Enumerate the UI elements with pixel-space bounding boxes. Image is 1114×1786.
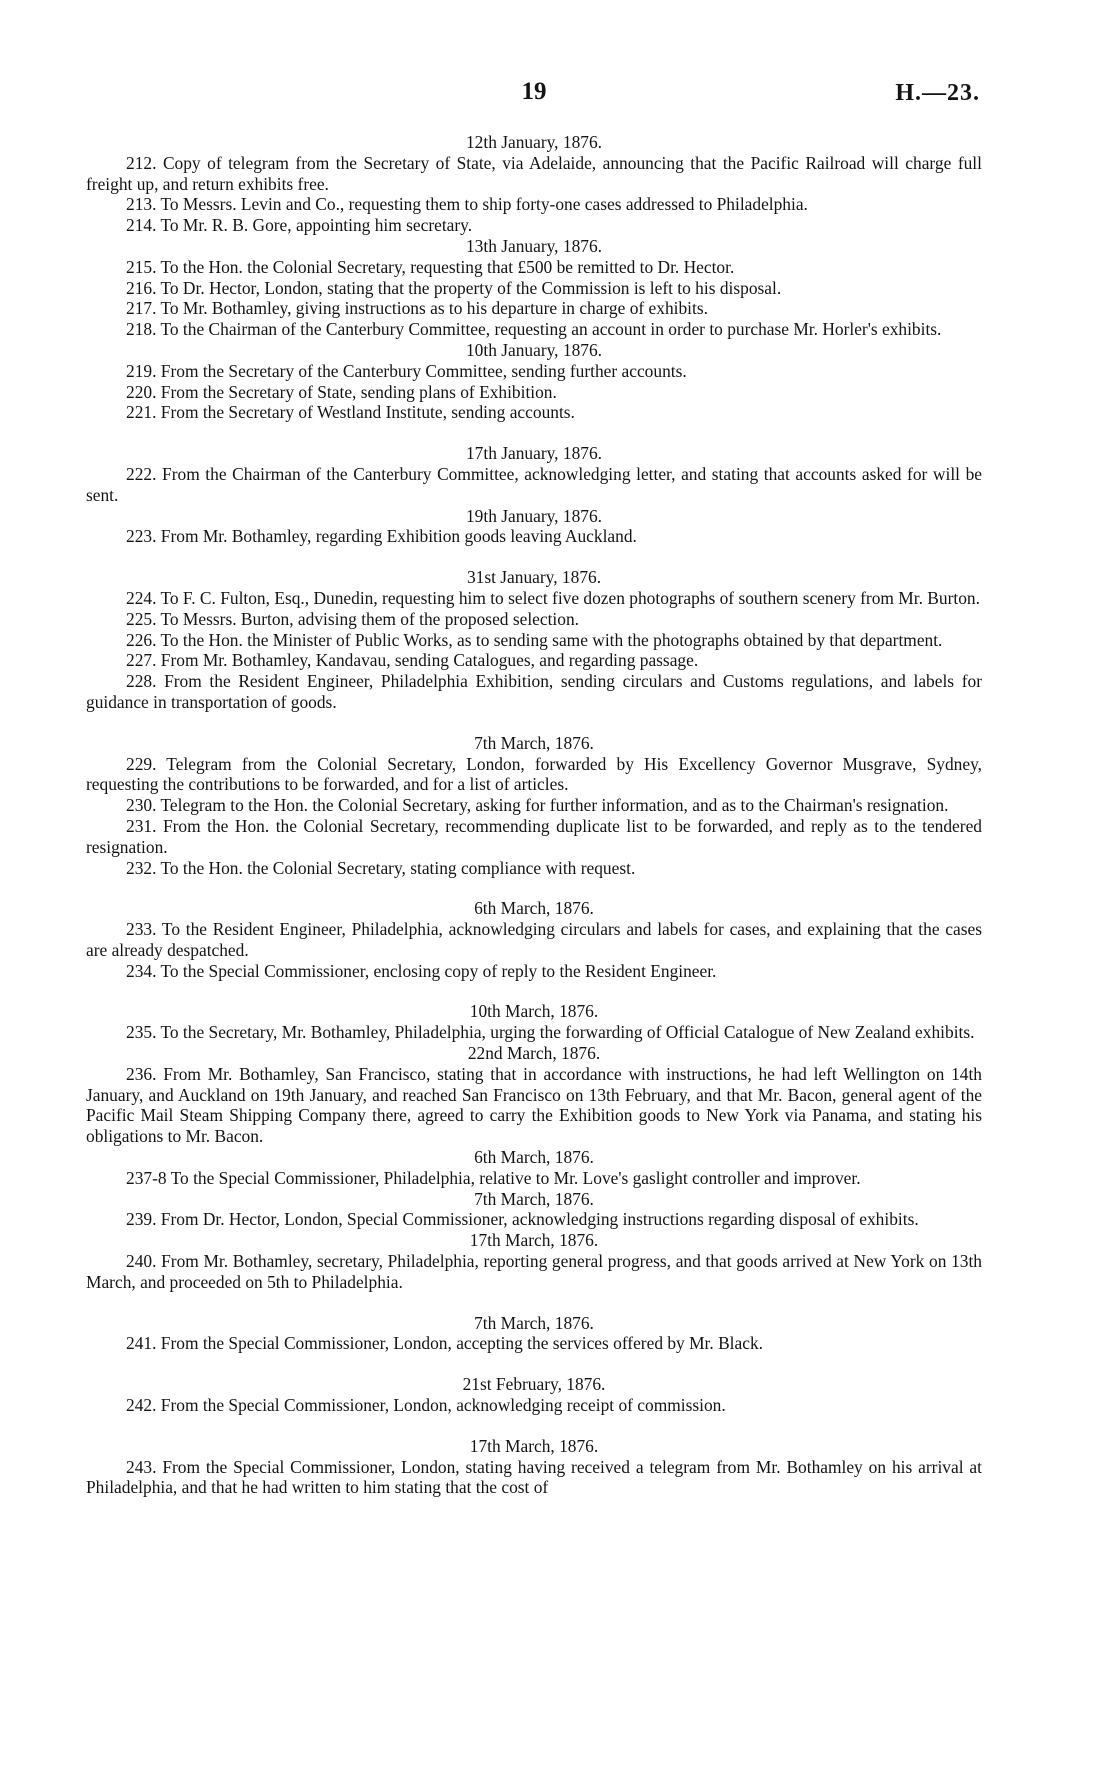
correspondence-entry [86, 1022, 982, 1043]
entry-text: To the Special Commissioner, Philadelphia, relative to Mr. Love's gaslight controller and improver. [170, 1167, 861, 1188]
entry-number: 226. [126, 629, 157, 650]
correspondence-entry [86, 1457, 982, 1499]
entry-number: 222. [126, 463, 157, 484]
entry-text: From the Secretary of Westland Institute, sending accounts. [160, 402, 575, 423]
entry-number: 241. [126, 1333, 157, 1354]
section-date: 12th January, 1876. [465, 132, 603, 152]
correspondence-entry [86, 630, 982, 651]
correspondence-entry [86, 816, 982, 858]
entry-number: 223. [126, 526, 157, 547]
entry-text: To the Hon. the Colonial Secretary, requesting that £500 be remitted to Dr. Hector. [160, 256, 735, 277]
entry-text: From the Special Commissioner, London, stating having received a telegram from Mr. Bothamley on his arrival at Philadelphia, and that he had written to him stating that the cost of [86, 1456, 982, 1498]
correspondence-entry [86, 1168, 982, 1189]
correspondence-entry [86, 1395, 982, 1416]
section-date: 6th March, 1876. [474, 898, 594, 919]
entry-text: From the Secretary of State, sending plans of Exhibition. [160, 381, 557, 402]
entry-text: To the Hon. the Minister of Public Works, as to sending same with the photographs obtained by that department. [160, 629, 943, 650]
document-page [86, 78, 982, 1768]
entry-number: 227. [126, 650, 157, 671]
entry-text: To the Chairman of the Canterbury Committee, requesting an account in order to purchase Mr. Horler's exhibits. [160, 319, 942, 340]
section-date: 22nd March, 1876. [467, 1043, 601, 1064]
entry-number: 219. [126, 360, 157, 381]
correspondence-entry [86, 1209, 982, 1230]
correspondence-entry [86, 795, 982, 816]
section-date: 7th March, 1876. [474, 1188, 594, 1209]
entry-number: 212. [126, 152, 157, 173]
page-header [86, 78, 982, 118]
entry-number: 235. [126, 1022, 157, 1043]
entry-number: 224. [126, 587, 157, 608]
entry-text: Telegram from the Colonial Secretary, London, forwarded by His Excellency Governor Musgrave, Sydney, requesting the contributions to be forwarded, and for a list of articles. [86, 753, 982, 795]
entry-text: From Mr. Bothamley, Kandavau, sending Catalogues, and regarding passage. [160, 650, 699, 671]
entry-number: 243. [126, 1456, 157, 1477]
correspondence-entry [86, 153, 982, 195]
entry-number: 233. [126, 919, 157, 940]
entry-text: From the Special Commissioner, London, acknowledging receipt of commission. [160, 1395, 726, 1416]
document-code: H.—23. [895, 80, 980, 106]
entry-text: Telegram to the Hon. the Colonial Secretary, asking for further information, and as to the Chairman's resignation. [160, 795, 949, 816]
entry-number: 236. [126, 1063, 157, 1084]
correspondence-entry [86, 609, 982, 630]
entry-number: 217. [126, 298, 157, 319]
section-date: 7th March, 1876. [474, 732, 594, 753]
entry-text: From the Secretary of the Canterbury Committee, sending further accounts. [160, 360, 687, 381]
correspondence-entry [86, 402, 982, 423]
correspondence-entry [86, 278, 982, 299]
entry-text: To Messrs. Levin and Co., requesting them to ship forty-one cases addressed to Philadelphia. [160, 194, 808, 215]
entry-text: To Mr. R. B. Gore, appointing him secretary. [160, 215, 473, 236]
correspondence-entry [86, 464, 982, 506]
correspondence-entry [86, 919, 982, 961]
entry-text: From the Resident Engineer, Philadelphia Exhibition, sending circulars and Customs regulations, and labels for guidance in transportation of goods. [86, 671, 982, 712]
correspondence-entry [86, 671, 982, 713]
correspondence-entry [86, 1064, 982, 1147]
correspondence-entry [86, 257, 982, 278]
correspondence-entry [86, 858, 982, 879]
entry-text: From the Special Commissioner, London, accepting the services offered by Mr. Black. [160, 1333, 763, 1354]
entry-number: 220. [126, 381, 157, 402]
section-date: 31st January, 1876. [466, 567, 602, 588]
section-date: 10th March, 1876. [469, 1001, 599, 1022]
entry-number: 232. [126, 857, 157, 878]
page-number: 19 [521, 78, 547, 105]
correspondence-entry [86, 1251, 982, 1293]
entry-text: From Dr. Hector, London, Special Commissioner, acknowledging instructions regarding disposal of exhibits. [160, 1209, 919, 1230]
entry-text: From the Chairman of the Canterbury Committee, acknowledging letter, and stating that accounts asked for will be sent. [86, 463, 982, 505]
entry-number: 234. [126, 960, 157, 981]
correspondence-entry [86, 319, 982, 340]
entry-number: 215. [126, 256, 157, 277]
entry-number: 218. [126, 319, 157, 340]
correspondence-entry [86, 588, 982, 609]
section-date: 19th January, 1876. [465, 505, 603, 526]
correspondence-entry [86, 361, 982, 382]
correspondence-entry [86, 194, 982, 215]
entry-text: From the Hon. the Colonial Secretary, recommending duplicate list to be forwarded, and reply as to the tendered resignation. [86, 815, 982, 857]
entry-text: To Mr. Bothamley, giving instructions as to his departure in charge of exhibits. [160, 298, 708, 319]
entry-number: 239. [126, 1209, 157, 1230]
section-date: 13th January, 1876. [465, 235, 603, 256]
correspondence-entry [86, 382, 982, 403]
entry-text: To F. C. Fulton, Esq., Dunedin, requesting him to select five dozen photographs of southern scenery from Mr. Burton. [160, 587, 980, 608]
entry-text: To Dr. Hector, London, stating that the property of the Commission is left to his disposal. [160, 277, 782, 298]
entry-number: 237-8 [126, 1167, 167, 1188]
entry-number: 221. [126, 402, 157, 423]
entry-number: 213. [126, 194, 157, 215]
entry-text: To the Resident Engineer, Philadelphia, acknowledging circulars and labels for cases, and explaining that the cases are already despatched. [86, 919, 982, 960]
entry-text: To the Special Commissioner, enclosing copy of reply to the Resident Engineer. [160, 960, 717, 981]
correspondence-entry [86, 298, 982, 319]
entry-number: 229. [126, 753, 157, 774]
entry-text: Copy of telegram from the Secretary of State, via Adelaide, announcing that the Pacific Railroad will charge full freight up, and return exhibits free. [86, 152, 982, 194]
entry-text: To Messrs. Burton, advising them of the proposed selection. [160, 608, 579, 629]
entry-text: To the Hon. the Colonial Secretary, stating compliance with request. [160, 857, 636, 878]
correspondence-entry [86, 754, 982, 796]
section-date: 6th March, 1876. [474, 1147, 594, 1168]
correspondence-entry [86, 526, 982, 547]
correspondence-entry [86, 650, 982, 671]
entry-number: 231. [126, 815, 157, 836]
section-date: 21st February, 1876. [462, 1374, 606, 1395]
correspondence-list [86, 132, 982, 1498]
entry-number: 225. [126, 608, 157, 629]
entry-text: To the Secretary, Mr. Bothamley, Philadelphia, urging the forwarding of Official Catalogue of New Zealand exhibits. [160, 1022, 975, 1043]
entry-number: 216. [126, 277, 157, 298]
entry-number: 214. [126, 215, 157, 236]
entry-text: From Mr. Bothamley, secretary, Philadelphia, reporting general progress, and that goods arrived at New York on 13th March, and proceeded on 5th to Philadelphia. [86, 1251, 982, 1292]
entry-number: 240. [126, 1251, 157, 1272]
correspondence-entry [86, 961, 982, 982]
correspondence-entry [86, 215, 982, 236]
section-date: 17th January, 1876. [465, 443, 603, 464]
correspondence-entry [86, 1333, 982, 1354]
entry-number: 230. [126, 795, 157, 816]
entry-number: 228. [126, 671, 157, 692]
section-date: 10th January, 1876. [465, 339, 603, 360]
section-date: 7th March, 1876. [474, 1312, 594, 1333]
entry-text: From Mr. Bothamley, regarding Exhibition goods leaving Auckland. [160, 526, 637, 547]
section-date: 17th March, 1876. [469, 1435, 599, 1456]
entry-text: From Mr. Bothamley, San Francisco, stating that in accordance with instructions, he had left Wellington on 14th January, and Auckland on 19th January, and reached San Francisco on 13th February, and that Mr. Bacon, general agent of the Pacific Mail Steam Shipping Company there, agreed to carry the Exhibition goods to New York via Panama, and stating his obligations to Mr. Bacon. [86, 1063, 982, 1147]
section-date: 17th March, 1876. [469, 1230, 599, 1251]
entry-number: 242. [126, 1395, 157, 1416]
